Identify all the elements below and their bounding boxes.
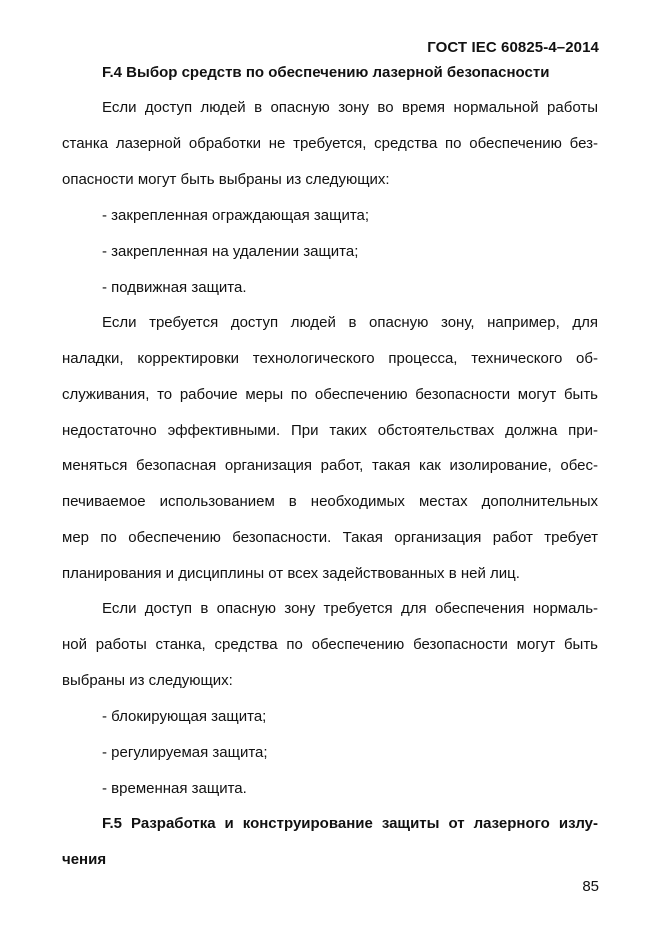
paragraph-line: мер по обеспечению безопасности. Такая организация работ требует (62, 529, 598, 546)
document-code: ГОСТ IEC 60825-4–2014 (427, 39, 599, 56)
list-item: - блокирующая защита; (102, 708, 267, 725)
list-item: - закрепленная на удалении защита; (102, 243, 359, 260)
paragraph-line: недостаточно эффективными. При таких обстоятельствах должна при- (62, 422, 598, 439)
paragraph-line: наладки, корректировки технологического процесса, технического об- (62, 350, 598, 367)
list-item: - закрепленная ограждающая защита; (102, 207, 370, 224)
section-f5-heading: F.5 Разработка и конструирование защиты от лазерного излу- (102, 815, 598, 832)
paragraph-line: Если доступ в опасную зону требуется для обеспечения нормаль- (102, 600, 598, 617)
paragraph-line: ной работы станка, средства по обеспечению безопасности могут быть (62, 636, 598, 653)
paragraph-line: Если требуется доступ людей в опасную зону, например, для (102, 314, 598, 331)
section-f4-heading: F.4 Выбор средств по обеспечению лазерной безопасности (102, 64, 550, 81)
paragraph-line: Если доступ людей в опасную зону во время нормальной работы (102, 99, 598, 116)
paragraph-line: печиваемое использованием в необходимых местах дополнительных (62, 493, 598, 510)
section-f5-heading-continuation: чения (62, 851, 107, 868)
paragraph-line: станка лазерной обработки не требуется, средства по обеспечению без- (62, 135, 598, 152)
list-item: - регулируемая защита; (102, 744, 268, 761)
list-item: - временная защита. (102, 780, 247, 797)
paragraph-line: опасности могут быть выбраны из следующих: (62, 171, 390, 188)
paragraph-line: меняться безопасная организация работ, такая как изолирование, обес- (62, 457, 598, 474)
paragraph-line: служивания, то рабочие меры по обеспечению безопасности могут быть (62, 386, 598, 403)
paragraph-line: планирования и дисциплины от всех задействованных в ней лиц. (62, 565, 520, 582)
page-number: 85 (582, 878, 599, 895)
paragraph-line: выбраны из следующих: (62, 672, 233, 689)
list-item: - подвижная защита. (102, 279, 247, 296)
